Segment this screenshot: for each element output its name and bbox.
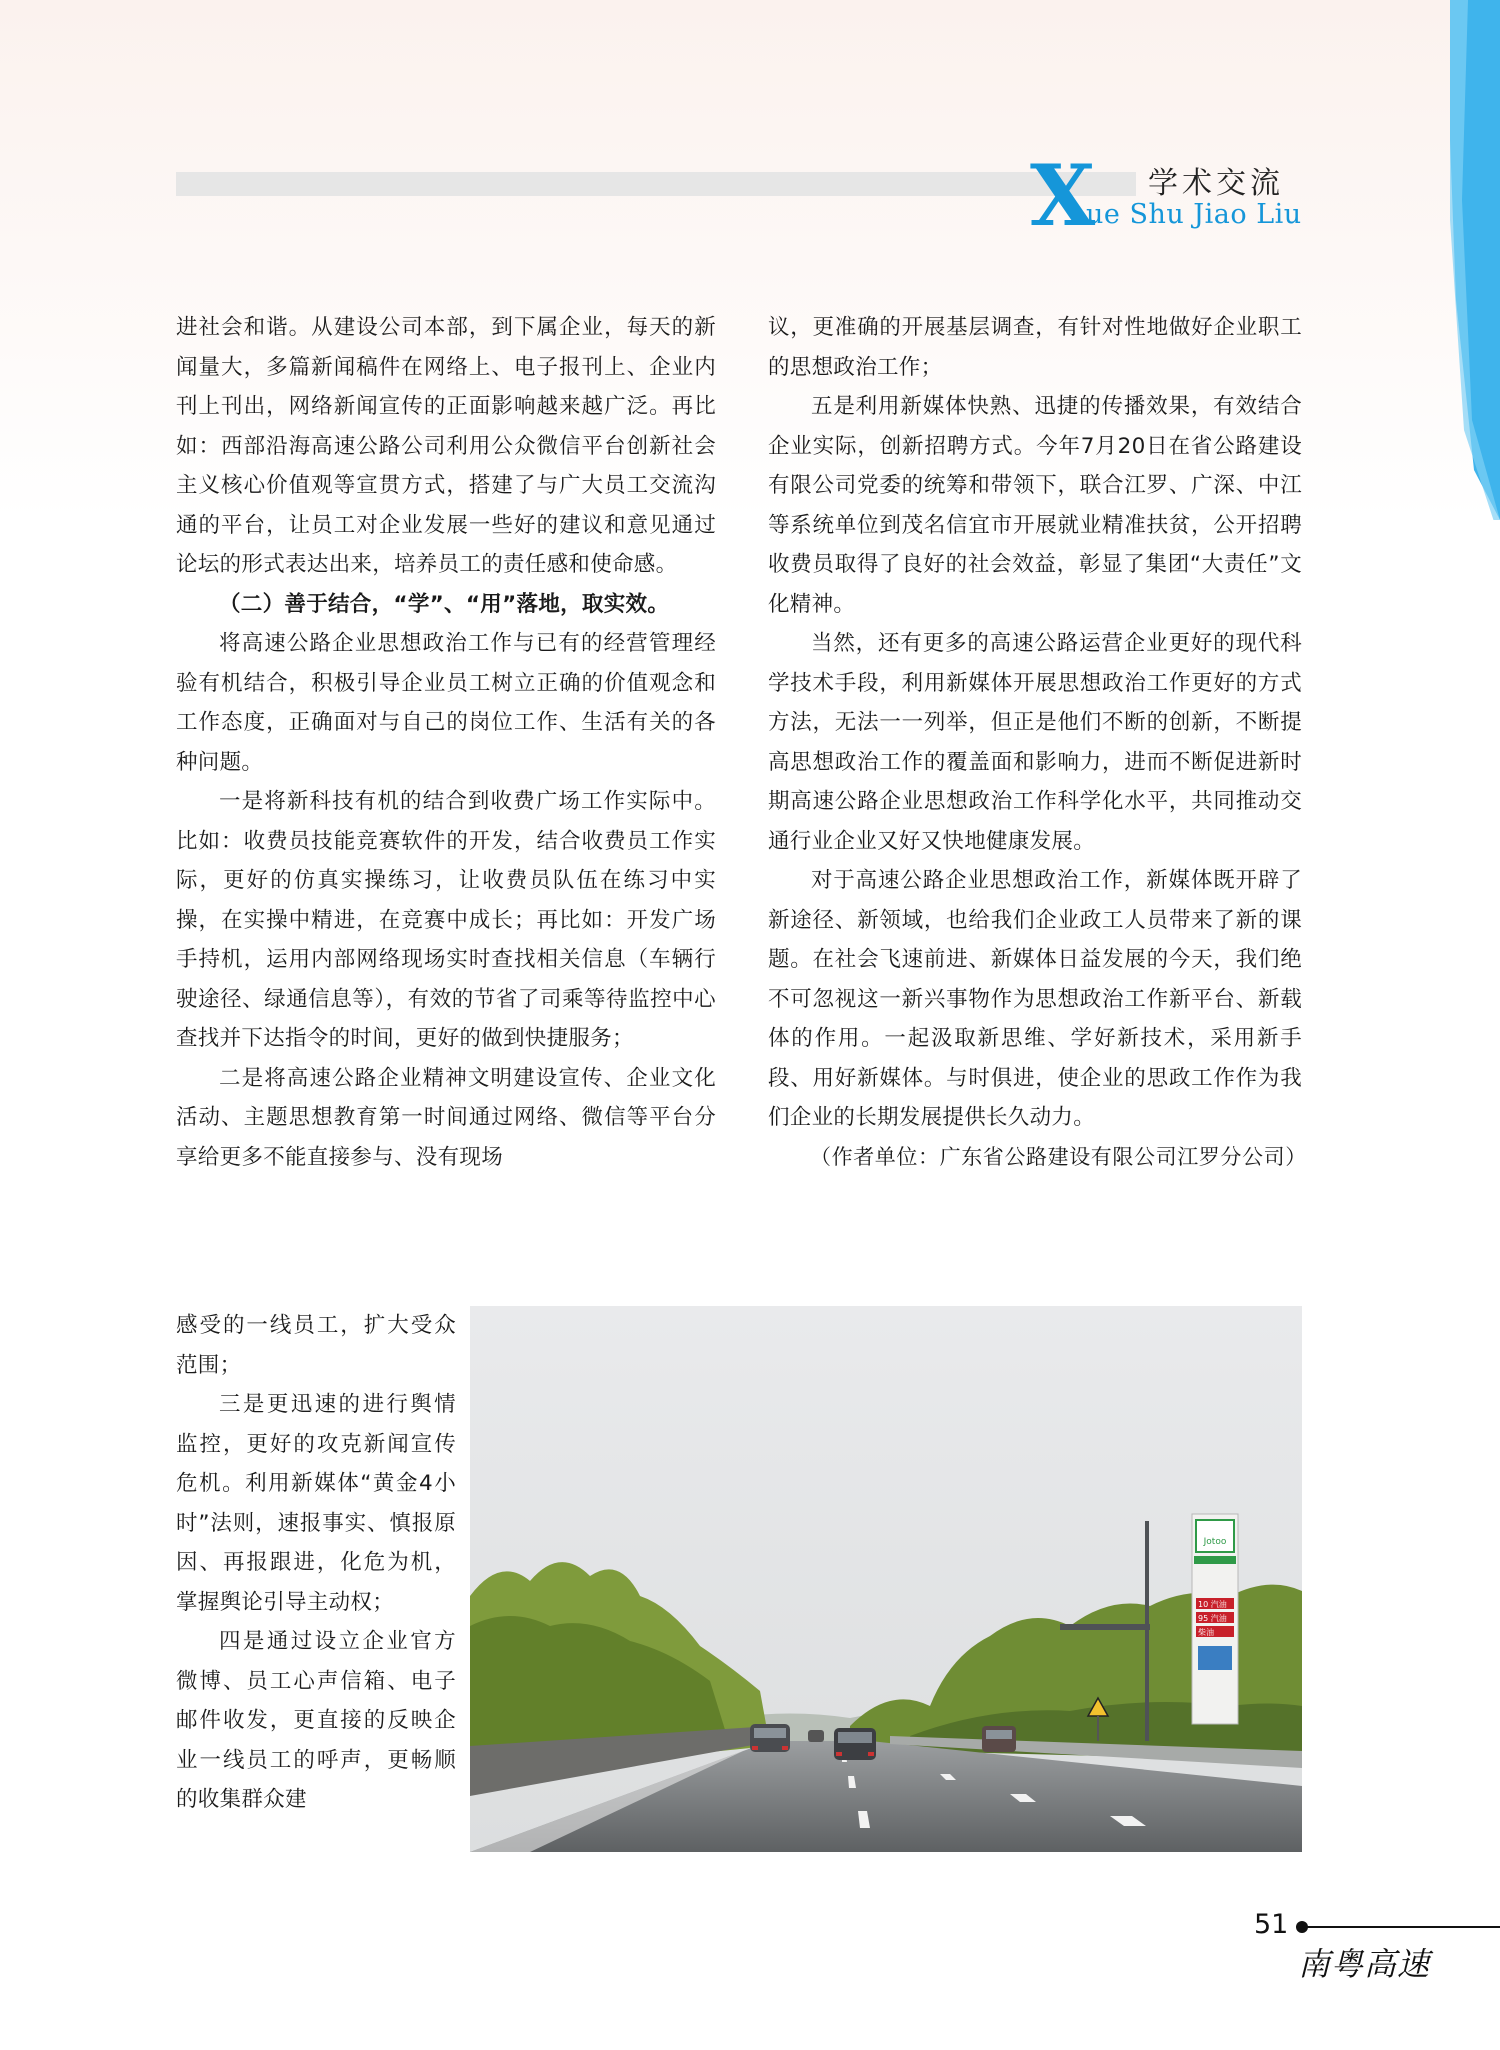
paragraph: 对于高速公路企业思想政治工作，新媒体既开辟了新途径、新领域，也给我们企业政工人员带来了新的课题。在社会飞速前进、新媒体日益发展的今天，我们绝不可忽视这一新兴事物作为思想政治工作新平台、新载体的作用。一起汲取新思维、学好新技术，采用新手段、用好新媒体。与时俱进，使企业的思政工作作为我们企业的长期发展提供长久动力。 [768, 868, 1302, 1130]
footer-dot [1296, 1921, 1308, 1933]
section-heading: （二）善于结合，“学”、“用”落地，取实效。 [219, 591, 670, 617]
header-rule [176, 172, 1136, 196]
decorative-side-band [1450, 0, 1500, 520]
car-far [808, 1730, 824, 1742]
section-title: 学术交流 [1148, 166, 1284, 201]
footer-rule [1300, 1926, 1500, 1928]
paragraph: 一是将新科技有机的结合到收费广场工作实际中。比如：收费员技能竞赛软件的开发，结合收费员工作实际，更好的仿真实操练习，让收费员队伍在练习中实操，在实操中精进，在竞赛中成长；再比如：开发广场手持机，运用内部网络现场实时查找相关信息（车辆行驶途径、绿通信息等），有效的节省了司乘等待监控中心查找并下达指令的时间，更好的做到快捷服务； [176, 789, 716, 1051]
paragraph: 二是将高速公路企业精神文明建设宣传、企业文化活动、主题思想教育第一时间通过网络、微信等平台分享给更多不能直接参与、没有现场 [176, 1065, 716, 1170]
magazine-logo: 南粤高速 [1298, 1945, 1431, 1983]
right-column [768, 308, 1307, 1177]
paragraph: 议，更准确的开展基层调查，有针对性地做好企业职工的思想政治工作； [768, 315, 1302, 380]
car-right [982, 1726, 1016, 1752]
paragraph: 三是更迅速的进行舆情监控，更好的攻克新闻宣传危机。利用新媒体“黄金4小时”法则，速报事实、慎报原因、再报跟进，化危为机，掌握舆论引导主动权； [176, 1392, 456, 1615]
paragraph: 当然，还有更多的高速公路运营企业更好的现代科学技术手段，利用新媒体开展思想政治工作更好的方式方法，无法一一列举，但正是他们不断的创新，不断提高思想政治工作的覆盖面和影响力，进而不断促进新时期高速公路企业思想政治工作科学化水平，共同推动交通行业企业又好又快地健康发展。 [768, 631, 1302, 854]
fuel-price-2: 95 汽油 [1198, 1614, 1227, 1623]
paragraph: 将高速公路企业思想政治工作与已有的经营管理经验有机结合，积极引导企业员工树立正确的价值观念和工作态度，正确面对与自己的岗位工作、生活有关的各种问题。 [176, 631, 716, 775]
left-column [176, 308, 716, 1177]
narrow-column [176, 1306, 456, 1820]
fuel-brand-label: Jotoo [1203, 1537, 1227, 1547]
fuel-station-sign [1192, 1514, 1238, 1724]
paragraph: 五是利用新媒体快熟、迅捷的传播效果，有效结合企业实际，创新招聘方式。今年7月20日在省公路建设有限公司党委的统筹和带领下，联合江罗、广深、中江等系统单位到茂名信宜市开展就业精准扶贫，公开招聘收费员取得了良好的社会效益，彰显了集团“大责任”文化精神。 [768, 394, 1302, 617]
section-pinyin-initial: X [1030, 146, 1096, 245]
paragraph: 四是通过设立企业官方微博、员工心声信箱、电子邮件收发，更直接的反映企业一线员工的呼声，更畅顺的收集群众建 [176, 1629, 456, 1812]
camera-gantry [1060, 1624, 1150, 1630]
paragraph: 进社会和谐。从建设公司本部，到下属企业，每天的新闻量大，多篇新闻稿件在网络上、电子报刊上、企业内刊上刊出，网络新闻宣传的正面影响越来越广泛。再比如：西部沿海高速公路公司利用公众微信平台创新社会主义核心价值观等宣贯方式，搭建了与广大员工交流沟通的平台，让员工对企业发展一些好的建议和意见通过论坛的形式表达出来，培养员工的责任感和使命感。 [176, 315, 716, 577]
section-pinyin-subtitle: ue Shu Jiao Liu [1086, 199, 1302, 230]
highway-illustration [470, 1306, 1302, 1852]
fuel-price-3: 柴油 [1198, 1628, 1214, 1637]
paragraph: 感受的一线员工，扩大受众范围； [176, 1313, 456, 1378]
car-left [750, 1724, 790, 1752]
page-number: 51 [1254, 1909, 1289, 1940]
highway-photo [470, 1306, 1302, 1852]
author-affiliation: （作者单位：广东省公路建设有限公司江罗分公司） [810, 1144, 1307, 1169]
car-center [834, 1728, 876, 1760]
light-pole [1145, 1521, 1149, 1741]
fuel-price-1: 10 汽油 [1198, 1600, 1227, 1609]
